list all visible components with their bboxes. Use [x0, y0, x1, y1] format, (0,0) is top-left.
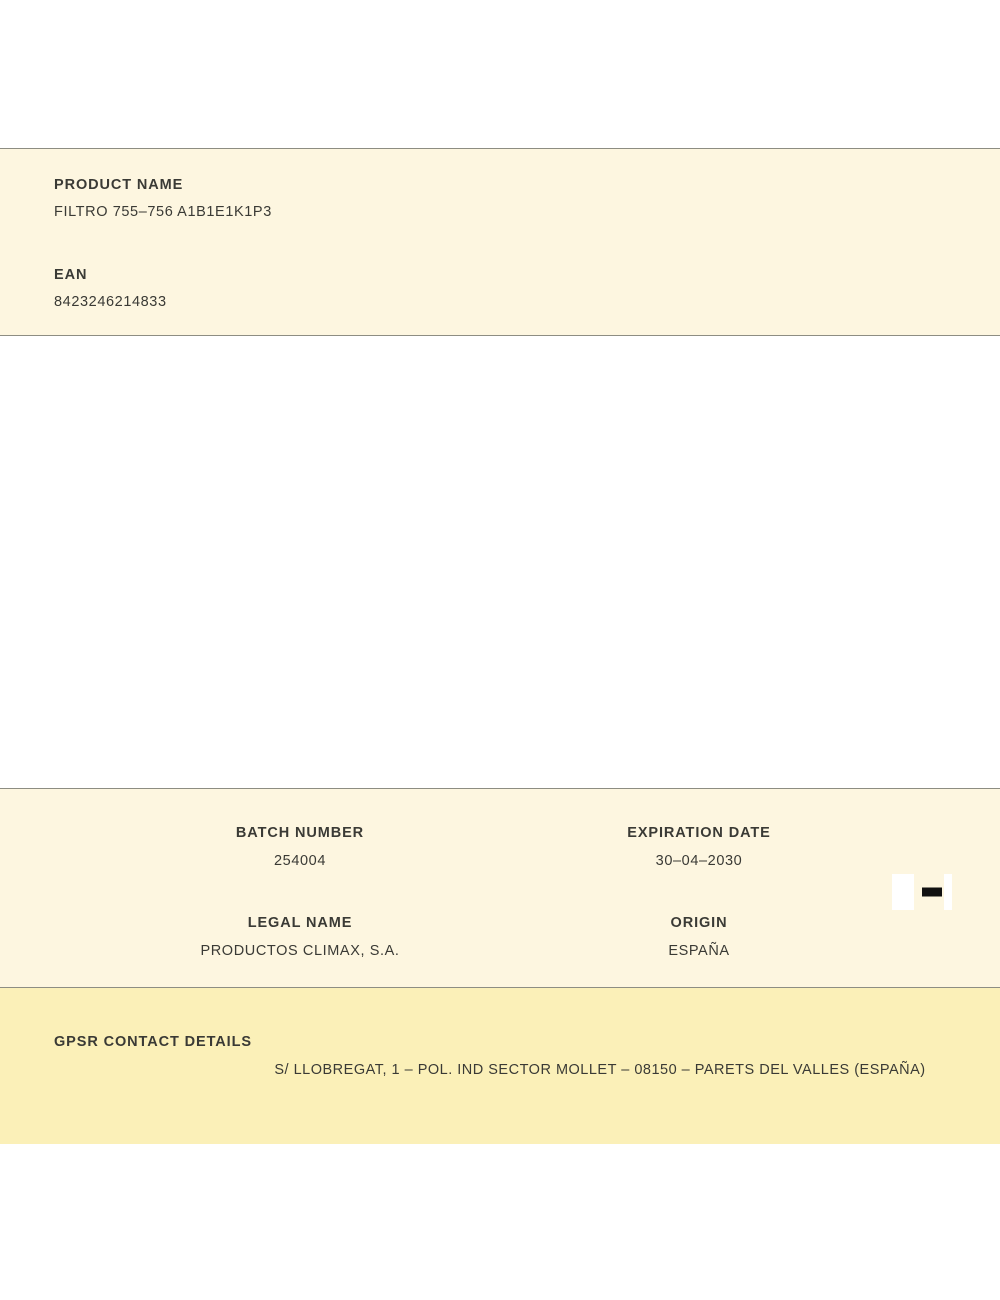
product-identification-block	[0, 148, 1000, 336]
gpsr-contact-title: GPSR CONTACT DETAILS	[54, 1034, 252, 1050]
product-details-block	[0, 788, 1000, 988]
blank-content-area	[0, 336, 1000, 788]
legal-name-label: LEGAL NAME	[247, 915, 353, 931]
legal-name-value: PRODUCTOS CLIMAX, S.A.	[200, 943, 400, 959]
expiration-date-label: EXPIRATION DATE	[627, 825, 771, 841]
legal-name-field	[135, 915, 465, 959]
origin-value: ESPAÑA	[668, 943, 730, 959]
ean-label: EAN	[54, 267, 88, 283]
product-name-value: FILTRO 755–756 A1B1E1K1P3	[54, 204, 272, 220]
origin-field	[534, 915, 864, 959]
batch-number-value: 254004	[274, 853, 326, 869]
product-name-label: PRODUCT NAME	[54, 177, 184, 193]
ce-marking-icon	[856, 862, 952, 922]
batch-number-field	[135, 825, 465, 869]
origin-label: ORIGIN	[670, 915, 728, 931]
expiration-date-value: 30–04–2030	[655, 853, 743, 869]
batch-number-label: BATCH NUMBER	[235, 825, 365, 841]
gpsr-contact-block	[0, 988, 1000, 1144]
gpsr-contact-address: S/ LLOBREGAT, 1 – POL. IND SECTOR MOLLET – 08150 – PARETS DEL VALLES (ESPAÑA)	[274, 1062, 926, 1078]
expiration-date-field	[534, 825, 864, 869]
product-name-field	[54, 177, 272, 220]
ean-field	[54, 267, 167, 310]
details-grid	[0, 789, 840, 989]
ean-value: 8423246214833	[54, 294, 167, 310]
